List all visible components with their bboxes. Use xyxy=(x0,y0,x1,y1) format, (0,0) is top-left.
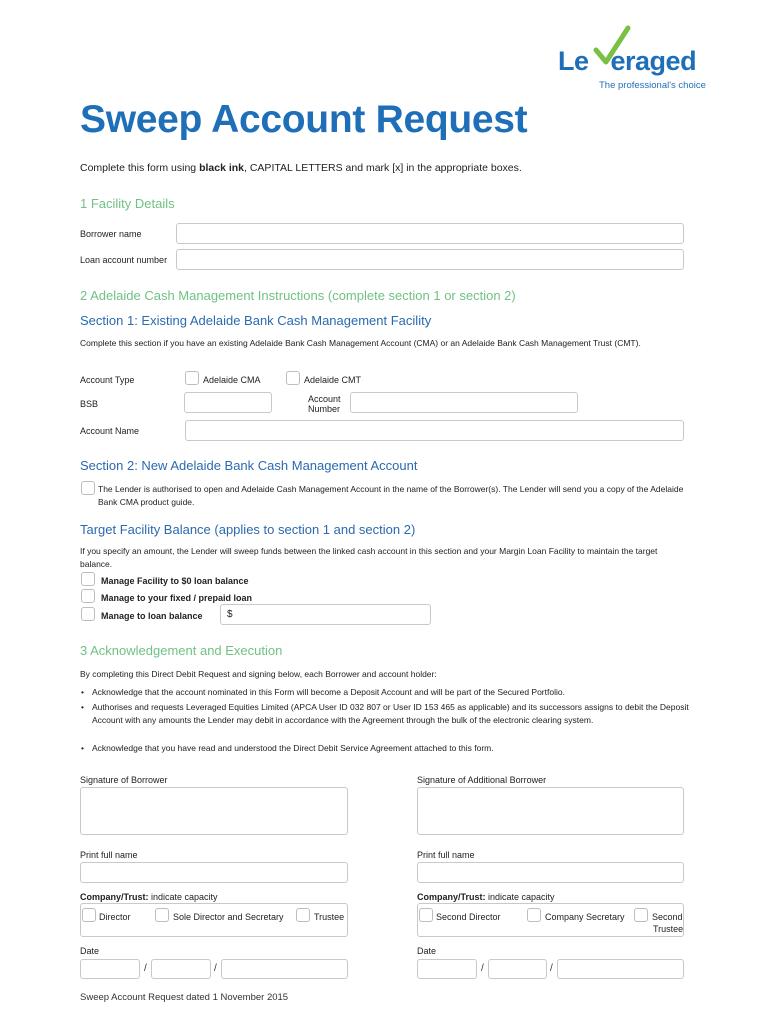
additional-date-month[interactable] xyxy=(488,959,547,979)
second-trustee-checkbox[interactable] xyxy=(634,908,648,922)
currency-symbol: $ xyxy=(227,609,233,620)
sub2-text: The Lender is authorised to open and Adelaide Cash Management Account in the name of the Borrower(s). The Lender will send you a copy of the Adelaide Bank CMA product guide. xyxy=(98,484,684,507)
additional-company-label-bold: Company/Trust: xyxy=(417,892,486,902)
borrower-print-name-label: Print full name xyxy=(80,850,138,860)
manage-zero-checkbox[interactable] xyxy=(81,572,95,586)
additional-signature-label: Signature of Additional Borrower xyxy=(417,775,547,785)
intro-bold: black ink xyxy=(199,162,245,174)
trustee-label: Trustee xyxy=(314,912,345,922)
company-secretary-label: Company Secretary xyxy=(545,912,625,922)
account-type-label: Account Type xyxy=(80,375,135,385)
section1-heading: 1 Facility Details xyxy=(80,196,175,211)
account-name-input[interactable] xyxy=(185,420,684,441)
date-separator: / xyxy=(550,963,553,974)
account-name-label: Account Name xyxy=(80,426,140,436)
borrower-date-day[interactable] xyxy=(80,959,140,979)
borrower-signature-label: Signature of Borrower xyxy=(80,775,168,785)
additional-company-label xyxy=(417,892,555,902)
ack-bullet-1: • Acknowledge that the account nominated in this Form will become a Deposit Account and will be part of the Secured Portfolio. xyxy=(92,686,692,699)
sub1-heading: Section 1: Existing Adelaide Bank Cash Management Facility xyxy=(80,313,432,328)
borrower-date-month[interactable] xyxy=(151,959,211,979)
company-secretary-checkbox[interactable] xyxy=(527,908,541,922)
ack-bullet-3: • Acknowledge that you have read and understood the Direct Debit Service Agreement attached to this form. xyxy=(92,742,692,755)
account-number-label-line1: Account xyxy=(308,394,341,404)
additional-print-name-input[interactable] xyxy=(417,862,684,883)
adelaide-cma-checkbox[interactable] xyxy=(185,371,199,385)
date-separator: / xyxy=(214,963,217,974)
director-label: Director xyxy=(99,912,131,922)
borrower-company-label-rest: indicate capacity xyxy=(148,892,218,902)
additional-date-day[interactable] xyxy=(417,959,477,979)
intro-prefix: Complete this form using xyxy=(80,162,200,174)
section3-intro: By completing this Direct Debit Request and signing below, each Borrower and account holder: xyxy=(80,669,437,679)
borrower-name-label: Borrower name xyxy=(80,229,142,239)
sole-director-checkbox[interactable] xyxy=(155,908,169,922)
director-checkbox[interactable] xyxy=(82,908,96,922)
loan-balance-amount-input[interactable] xyxy=(220,604,431,625)
borrower-print-name-input[interactable] xyxy=(80,862,348,883)
section2-heading: 2 Adelaide Cash Management Instructions (complete section 1 or section 2) xyxy=(80,288,516,303)
footer-text: Sweep Account Request dated 1 November 2015 xyxy=(80,992,289,1003)
date-separator: / xyxy=(481,963,484,974)
borrower-signature-box[interactable] xyxy=(80,787,348,835)
second-director-label: Second Director xyxy=(436,912,501,922)
manage-fixed-label: Manage to your fixed / prepaid loan xyxy=(101,593,253,603)
additional-print-name-label: Print full name xyxy=(417,850,475,860)
borrower-name-input[interactable] xyxy=(176,223,684,244)
manage-fixed-checkbox[interactable] xyxy=(81,589,95,603)
logo-wordmark-part1: Le xyxy=(558,46,589,76)
adelaide-cma-label: Adelaide CMA xyxy=(203,375,261,385)
additional-company-label-rest: indicate capacity xyxy=(485,892,555,902)
additional-signature-box[interactable] xyxy=(417,787,684,835)
second-director-checkbox[interactable] xyxy=(419,908,433,922)
logo-tagline: The professional's choice xyxy=(599,80,706,91)
loan-account-number-label: Loan account number xyxy=(80,255,168,265)
bsb-input[interactable] xyxy=(184,392,272,413)
second-trustee-label-line2: Trustee xyxy=(653,924,684,934)
adelaide-cmt-checkbox[interactable] xyxy=(286,371,300,385)
intro-suffix: , CAPITAL LETTERS and mark [x] in the appropriate boxes. xyxy=(244,162,522,174)
manage-loan-balance-checkbox[interactable] xyxy=(81,607,95,621)
sole-director-label: Sole Director and Secretary xyxy=(173,912,284,922)
new-cma-checkbox[interactable] xyxy=(81,481,95,495)
intro-text xyxy=(80,162,522,174)
additional-date-label: Date xyxy=(417,946,437,956)
loan-account-number-input[interactable] xyxy=(176,249,684,270)
target-heading: Target Facility Balance (applies to section 1 and section 2) xyxy=(80,522,416,537)
borrower-date-year[interactable] xyxy=(221,959,348,979)
sub1-text: Complete this section if you have an existing Adelaide Bank Cash Management Account (CMA) or an Adelaide Bank Cash Management Trust (CMT). xyxy=(80,338,641,348)
manage-zero-label: Manage Facility to $0 loan balance xyxy=(101,576,249,586)
second-trustee-label-line1: Second xyxy=(652,912,683,922)
borrower-company-label-bold: Company/Trust: xyxy=(80,892,149,902)
additional-date-year[interactable] xyxy=(557,959,684,979)
account-number-input[interactable] xyxy=(350,392,578,413)
logo-wordmark-part2: eraged xyxy=(610,46,697,76)
logo xyxy=(555,22,725,94)
borrower-date-label: Date xyxy=(80,946,100,956)
target-text: If you specify an amount, the Lender will sweep funds between the linked cash account in this section and your Margin Loan Facility to maintain the target balance. xyxy=(80,546,658,569)
date-separator: / xyxy=(144,963,147,974)
trustee-checkbox[interactable] xyxy=(296,908,310,922)
sub2-heading: Section 2: New Adelaide Bank Cash Management Account xyxy=(80,458,418,473)
bsb-label: BSB xyxy=(80,399,99,409)
ack-bullet-2: • Authorises and requests Leveraged Equities Limited (APCA User ID 032 807 or User ID 153 465 as applicable) and its successors assigns to debit the Deposit Account with any amounts the Lender may debit in accordance with the Agreement through the bulk of the electronic clearing system. xyxy=(92,701,692,726)
page-title: Sweep Account Request xyxy=(80,98,528,141)
manage-loan-balance-label: Manage to loan balance xyxy=(101,611,203,621)
section3-heading: 3 Acknowledgement and Execution xyxy=(80,643,283,658)
borrower-company-label xyxy=(80,892,218,902)
adelaide-cmt-label: Adelaide CMT xyxy=(304,375,362,385)
account-number-label-line2: Number xyxy=(308,404,341,414)
